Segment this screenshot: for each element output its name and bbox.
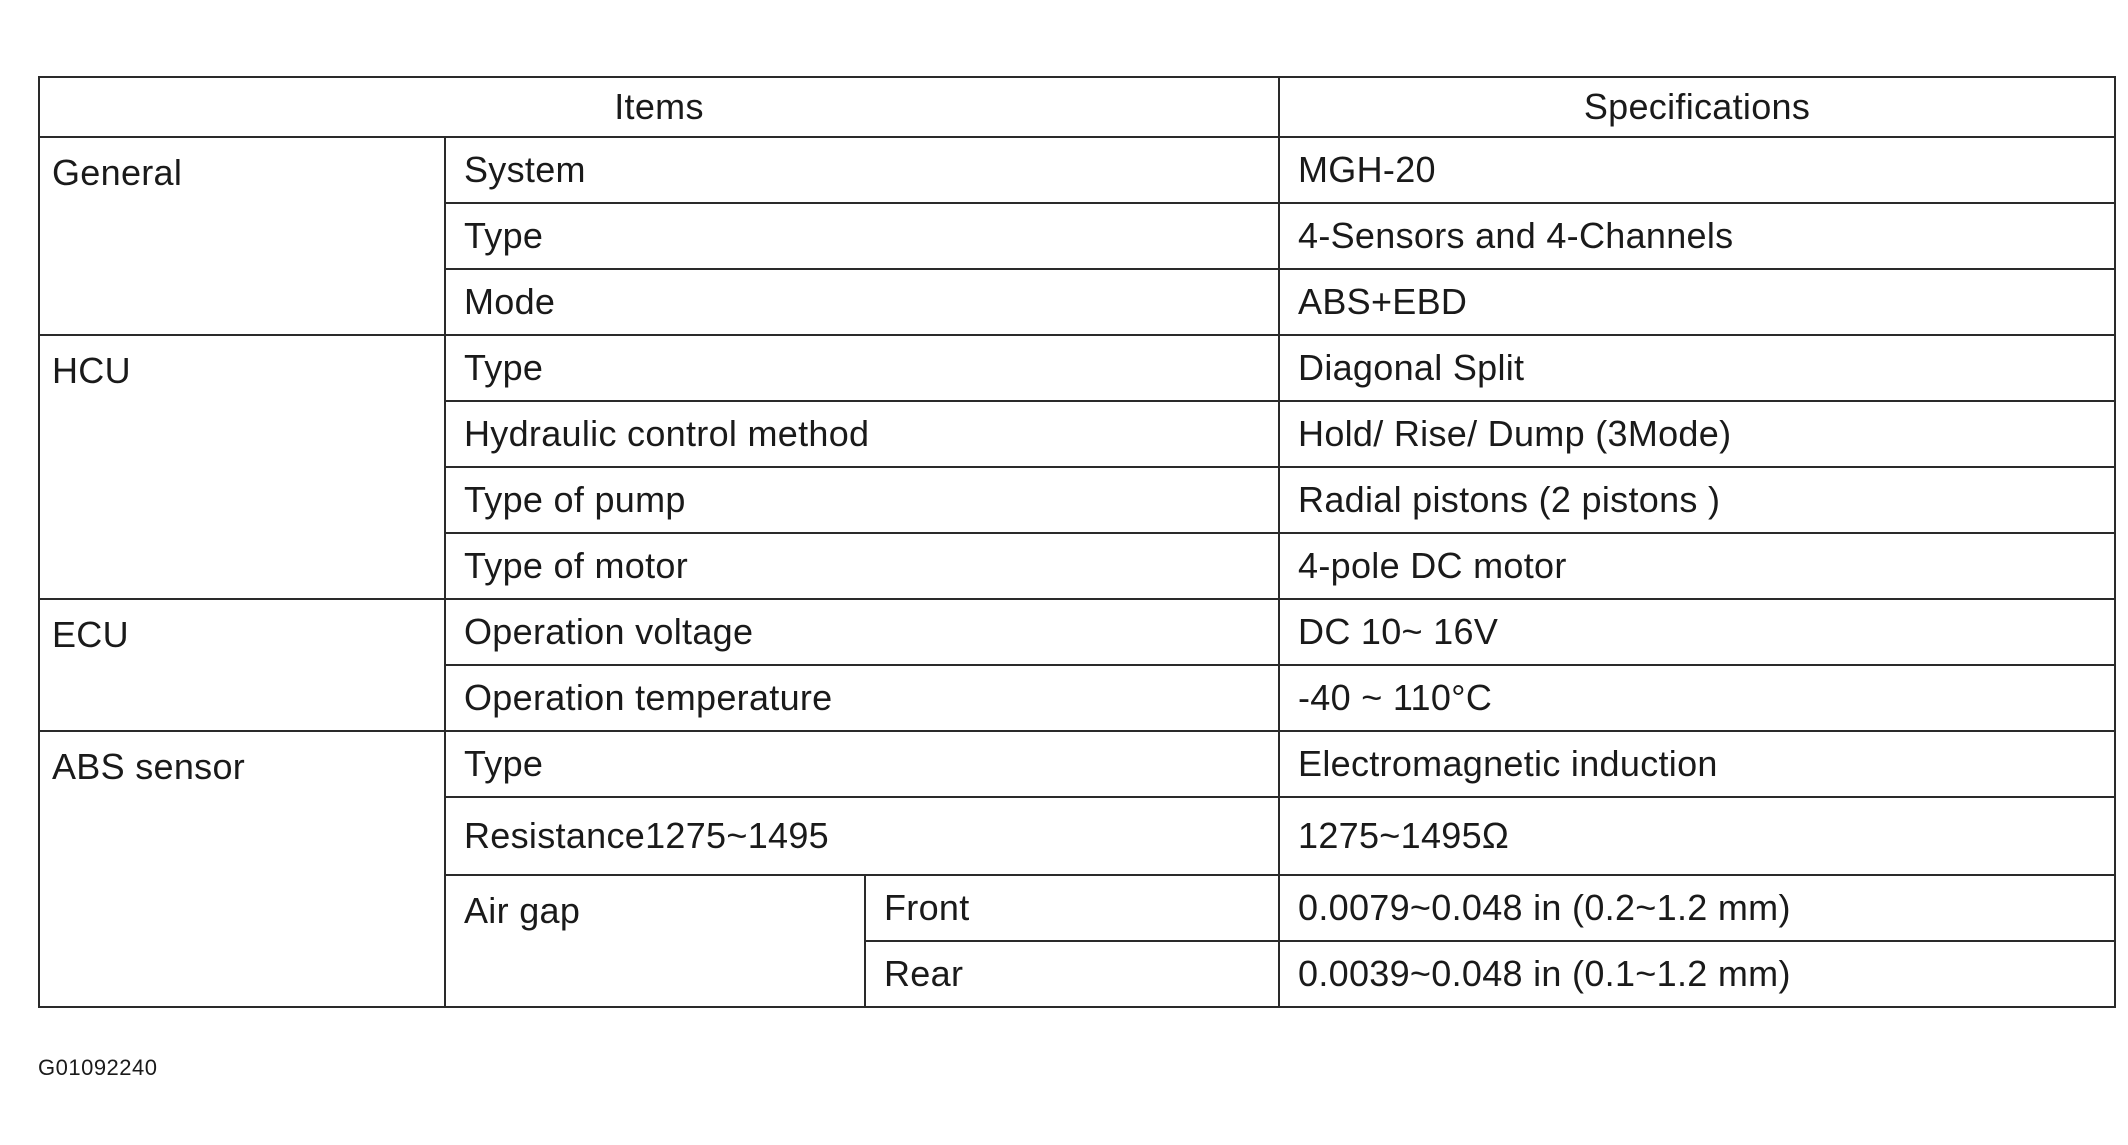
spec-cell: ABS+EBD xyxy=(1279,269,2115,335)
spec-cell: -40 ~ 110°C xyxy=(1279,665,2115,731)
table-row xyxy=(39,731,2115,797)
specifications-table xyxy=(38,76,2116,1008)
spec-cell: 4-Sensors and 4-Channels xyxy=(1279,203,2115,269)
group-label-ecu: ECU xyxy=(39,599,445,731)
item-cell: Type xyxy=(445,335,1279,401)
spec-cell: DC 10~ 16V xyxy=(1279,599,2115,665)
air-gap-label: Air gap xyxy=(445,875,865,1007)
header-row xyxy=(39,77,2115,137)
item-cell: Operation voltage xyxy=(445,599,1279,665)
air-gap-rear-spec: 0.0039~0.048 in (0.1~1.2 mm) xyxy=(1279,941,2115,1007)
spec-cell: Hold/ Rise/ Dump (3Mode) xyxy=(1279,401,2115,467)
figure-id: G01092240 xyxy=(38,1055,158,1080)
spec-cell: 1275~1495Ω xyxy=(1279,797,2115,875)
spec-cell: Radial pistons (2 pistons ) xyxy=(1279,467,2115,533)
item-cell: Type xyxy=(445,203,1279,269)
specifications-header: Specifications xyxy=(1279,77,2115,137)
table-row xyxy=(39,599,2115,665)
item-cell: Mode xyxy=(445,269,1279,335)
items-header: Items xyxy=(39,77,1279,137)
air-gap-front-label: Front xyxy=(865,875,1279,941)
spec-cell: 4-pole DC motor xyxy=(1279,533,2115,599)
air-gap-front-spec: 0.0079~0.048 in (0.2~1.2 mm) xyxy=(1279,875,2115,941)
group-label-abs-sensor: ABS sensor xyxy=(39,731,445,1007)
item-cell: Type of motor xyxy=(445,533,1279,599)
group-label-hcu: HCU xyxy=(39,335,445,599)
table-row xyxy=(39,137,2115,203)
spec-cell: Diagonal Split xyxy=(1279,335,2115,401)
table-row xyxy=(39,335,2115,401)
spec-cell: MGH-20 xyxy=(1279,137,2115,203)
item-cell: Operation temperature xyxy=(445,665,1279,731)
item-cell: Type xyxy=(445,731,1279,797)
item-cell: System xyxy=(445,137,1279,203)
group-label-general: General xyxy=(39,137,445,335)
item-cell: Resistance1275~1495 xyxy=(445,797,1279,875)
spec-cell: Electromagnetic induction xyxy=(1279,731,2115,797)
item-cell: Type of pump xyxy=(445,467,1279,533)
item-cell: Hydraulic control method xyxy=(445,401,1279,467)
air-gap-rear-label: Rear xyxy=(865,941,1279,1007)
